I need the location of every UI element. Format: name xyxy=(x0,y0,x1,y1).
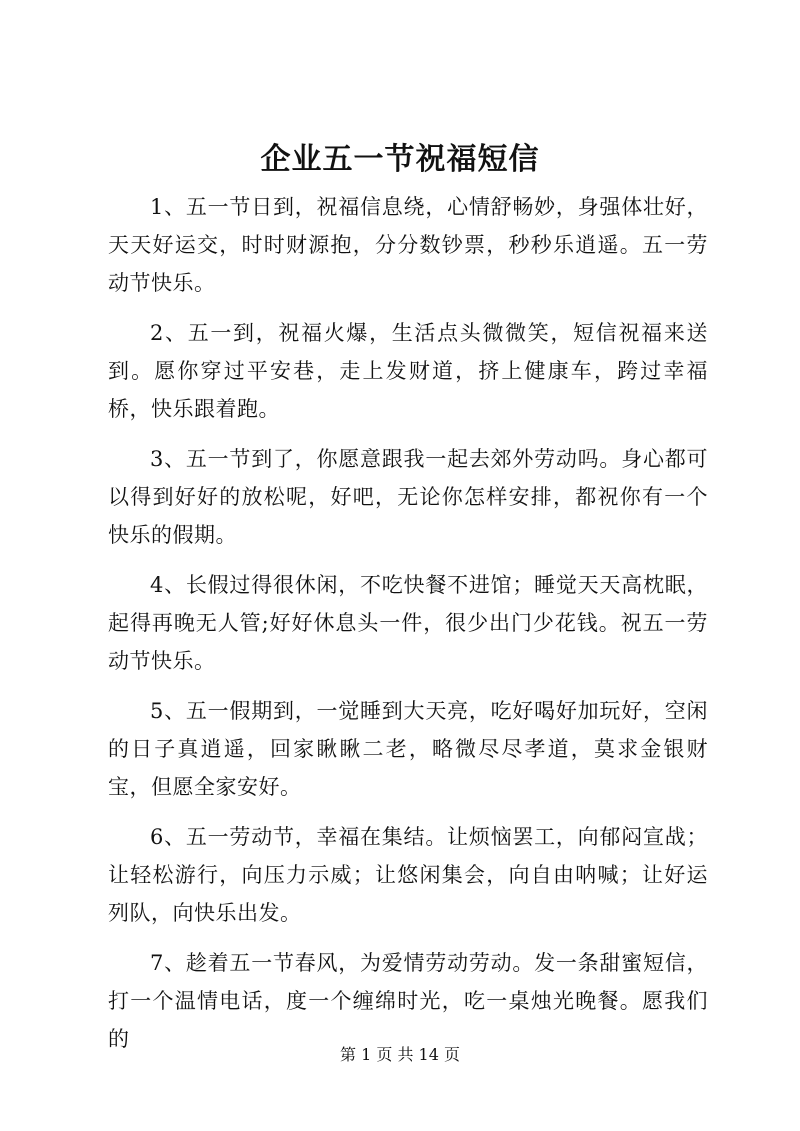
page-number-footer: 第 1 页 共 14 页 xyxy=(340,1045,460,1064)
paragraph-6: 6、五一劳动节，幸福在集结。让烦恼罢工，向郁闷宣战；让轻松游行，向压力示威；让悠闲集会，向自由呐喊；让好运列队，向快乐出发。 xyxy=(108,825,708,925)
paragraph-1: 1、五一节日到，祝福信息绕，心情舒畅妙，身强体壮好，天天好运交，时时财源抱，分分数钞票，秒秒乐逍遥。五一劳动节快乐。 xyxy=(108,195,708,295)
paragraph-3: 3、五一节到了，你愿意跟我一起去郊外劳动吗。身心都可以得到好好的放松呢，好吧，无论你怎样安排，都祝你有一个快乐的假期。 xyxy=(108,447,708,547)
paragraph-5: 5、五一假期到，一觉睡到大天亮，吃好喝好加玩好，空闲的日子真逍遥，回家瞅瞅二老，略微尽尽孝道，莫求金银财宝，但愿全家安好。 xyxy=(108,699,708,799)
document-title: 企业五一节祝福短信 xyxy=(260,142,540,177)
document-body xyxy=(108,188,708,1070)
paragraph-4: 4、长假过得很休闲，不吃快餐不进馆；睡觉天天高枕眠，起得再晚无人管;好好休息头一件，很少出门少花钱。祝五一劳动节快乐。 xyxy=(108,573,708,673)
paragraph-2: 2、五一到，祝福火爆，生活点头微微笑，短信祝福来送到。愿你穿过平安巷，走上发财道，挤上健康车，跨过幸福桥，快乐跟着跑。 xyxy=(108,321,708,421)
paragraph-7: 7、趁着五一节春风，为爱情劳动劳动。发一条甜蜜短信，打一个温情电话，度一个缠绵时光，吃一桌烛光晚餐。愿我们的 xyxy=(108,951,708,1051)
